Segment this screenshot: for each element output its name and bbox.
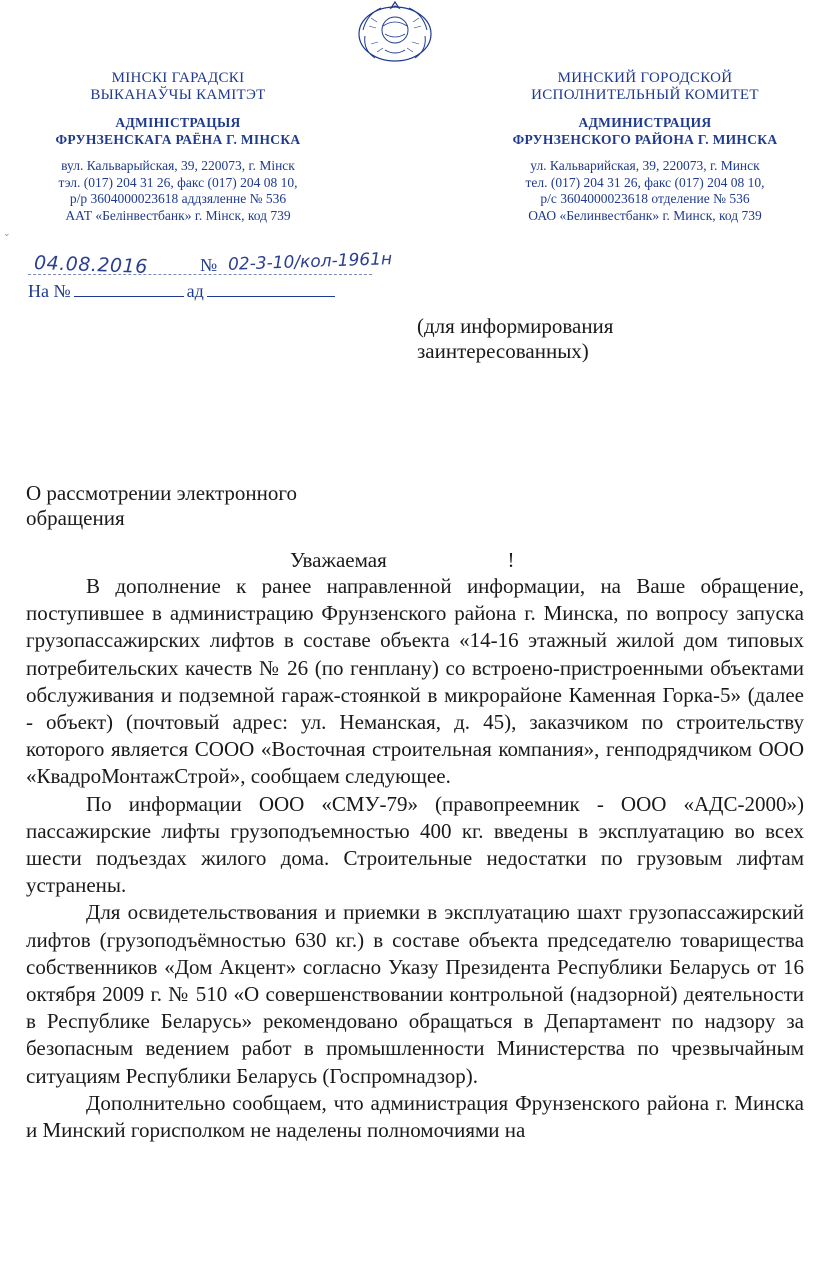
address-line: вул. Кальварыйская, 39, 220073, г. Мінск — [61, 158, 295, 173]
org-name-line: ИСПОЛНИТЕЛЬНЫЙ КОМИТЕТ — [531, 87, 759, 103]
recipient-line: (для информирования — [417, 314, 614, 338]
address-line: ул. Кальварийская, 39, 220073, г. Минск — [530, 158, 760, 173]
bank-account-line: р/р 3604000023618 аддзяленне № 536 — [69, 191, 287, 206]
reference-date-blank — [207, 282, 335, 297]
org-name-line: МІНСКІ ГАРАДСКІ — [111, 70, 245, 86]
salutation: Уважаемая ! — [290, 548, 515, 572]
reference-prefix: На № — [28, 281, 71, 301]
reference-middle: ад — [186, 281, 204, 301]
letter-subject — [26, 481, 297, 531]
administration-line: ФРУНЗЕНСКОГО РАЙОНА Г. МИНСКА — [512, 132, 778, 147]
date-number-underline — [28, 274, 372, 276]
body-paragraph: Дополнительно сообщаем, что администрация Фрунзенского района г. Минска и Минский горисполком не наделены полномочиями на — [26, 1090, 804, 1143]
bank-account-line: р/с 3604000023618 отделение № 536 — [540, 191, 750, 206]
margin-mark: ⌄ — [3, 228, 11, 238]
outgoing-number-prefix: № — [200, 255, 218, 275]
reference-number-blank — [74, 282, 184, 297]
reference-row — [28, 281, 338, 302]
recipient-block — [417, 314, 613, 364]
bank-name-line: ААТ «Белінвестбанк» г. Мінск, код 739 — [65, 207, 291, 223]
subject-line: обращения — [26, 506, 125, 530]
letterhead-russian — [478, 70, 812, 224]
contacts-line: тел. (017) 204 31 26, факс (017) 204 08 10, — [525, 174, 765, 190]
recipient-line: заинтересованных) — [417, 339, 589, 363]
org-name-line: ВЫКАНАЎЧЫ КАМІТЭТ — [90, 87, 266, 103]
body-paragraph: По информации ООО «СМУ-79» (правопреемник - ООО «АДС-2000») пассажирские лифты грузоподъемностью 400 кг. введены в эксплуатацию во всех шести подъездах жилого дома. Строительные недостатки по грузовым лифтам устранены. — [26, 791, 804, 898]
administration-line: ФРУНЗЕНСКАГА РАЁНА Г. МІНСКА — [55, 132, 301, 147]
contacts-line: тэл. (017) 204 31 26, факс (017) 204 08 10, — [58, 174, 298, 190]
administration-line: АДМИНИСТРАЦИЯ — [578, 115, 712, 130]
org-name-line: МИНСКИЙ ГОРОДСКОЙ — [557, 70, 733, 86]
letterhead-belarusian — [20, 70, 336, 224]
outgoing-number: 02-3-10/кол-1961н — [227, 249, 393, 275]
body-paragraph: В дополнение к ранее направленной информации, на Ваше обращение, поступившее в администрацию Фрунзенского района г. Минска, по вопросу запуска грузопассажирских лифтов в составе объекта «14-16 этажный жилой дом типовых потребительских качеств № 26 (по генплану) со встроено-пристроенными объектами обслуживания и подземной гараж-стоянкой в микрорайоне Каменная Горка-5» (далее - объект) (почтовый адрес: ул. Неманская, д. 45), заказчиком по строительству которого является СООО «Восточная строительная компания», генподрядчиком ООО «КвадроМонтажСтрой», сообщаем следующее. — [26, 574, 804, 789]
body-paragraph: Для освидетельствования и приемки в эксплуатацию шахт грузопассажирский лифтов (грузоподъёмностью 630 кг.) в составе объекта председателю товарищества собственников «Дом Акцент» согласно Указу Президента Республики Беларусь от 16 октября 2009 г. № 510 «О совершенствовании контрольной (надзорной) деятельности в Республике Беларусь» рекомендовано обращаться в Департамент по надзору за безопасным ведением работ в промышленности Министерства по чрезвычайным ситуациям Республики Беларусь (Госпромнадзор). — [26, 900, 804, 1088]
bank-name-line: ОАО «Белинвестбанк» г. Минск, код 739 — [528, 207, 762, 223]
administration-line: АДМІНІСТРАЦЫЯ — [115, 115, 241, 130]
subject-line: О рассмотрении электронного — [26, 481, 297, 505]
letter-body — [26, 573, 804, 1144]
coat-of-arms-emblem — [355, 0, 435, 62]
outgoing-date: 04.08.2016 — [33, 251, 149, 278]
